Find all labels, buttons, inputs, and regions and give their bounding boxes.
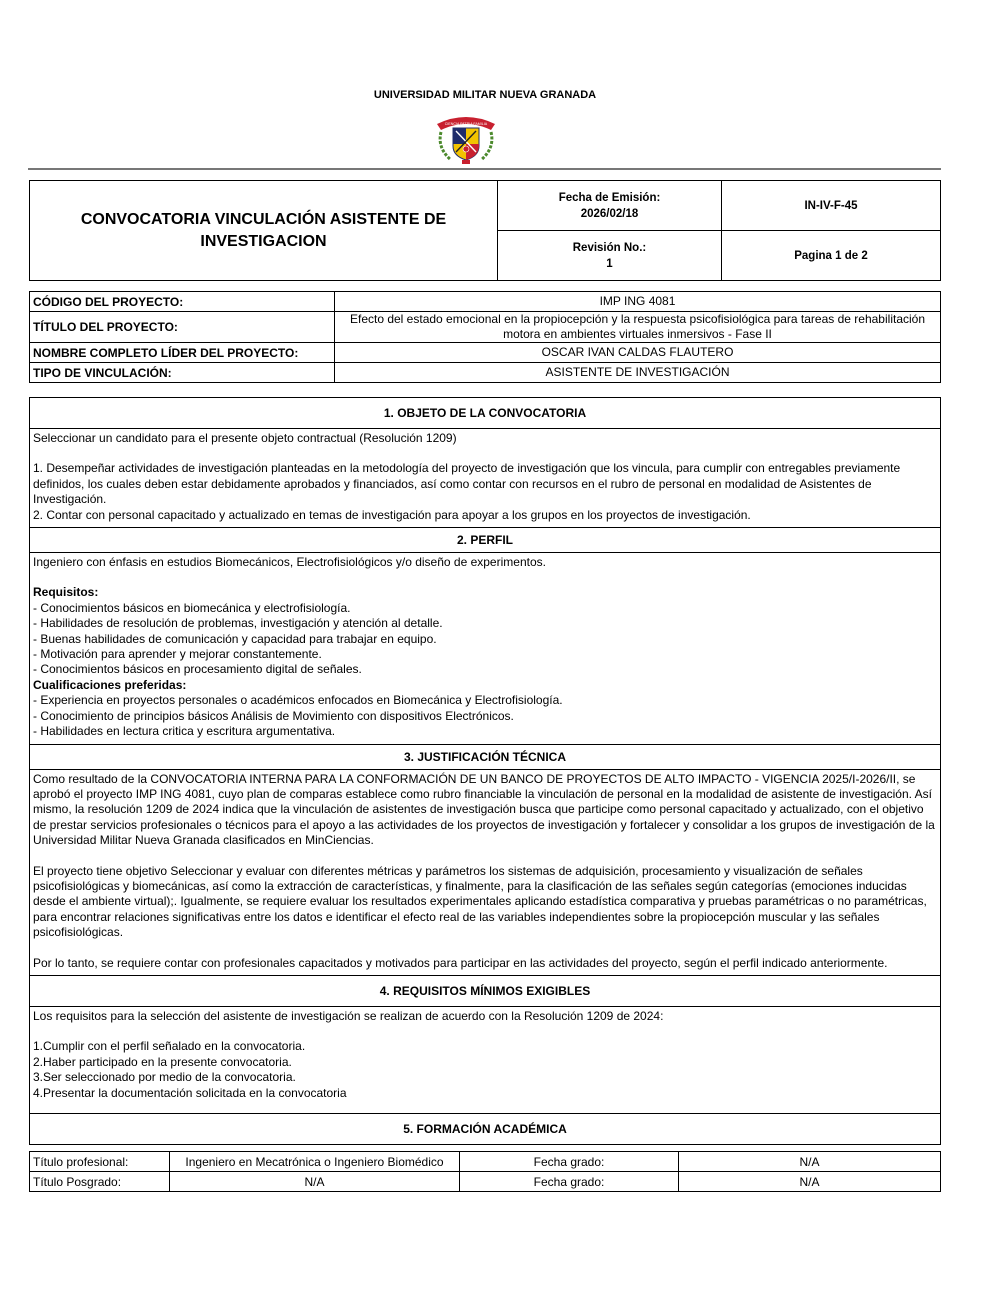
section-3-paragraph-1: Como resultado de la CONVOCATORIA INTERNA PARA LA CONFORMACIÓN DE UN BANCO DE PROYECTOS DE ALTO IMPACTO - VIGENCIA 2025/I-2026/II, se aprobó el proyecto IMP ING 4081, cuyo plan de comparas establece como rubro financiable la vinculación de personal en la modalidad de asistente de investigación. Así mismo, la resolución 1209 de 2024 indica que la vinculación de asistentes de investigación busca que participe como personal capacitado y actualizado, con el objetivo de prestar servicios profesionales o técnicos para el apoyo a las actividades de los proyectos de investigación y fortalecer y consolidar a los grupos de investigación de la Universidad Militar Nueva Granada clasificados en MinCiencias. [33, 771, 939, 848]
list-item: - Habilidades de resolución de problemas, investigación y atención al detalle. [33, 616, 443, 631]
section-3-body [30, 769, 941, 975]
preferred-heading: Cualificaciones preferidas: [33, 677, 187, 692]
professional-degree-value: Ingeniero en Mecatrónica o Ingeniero Biomédico [170, 1152, 460, 1172]
requirements-heading: Requisitos: [33, 585, 99, 600]
project-code-value: IMP ING 4081 [335, 292, 941, 312]
list-item: 1.Cumplir con el perfil señalado en la convocatoria. [33, 1039, 306, 1054]
list-item: 4.Presentar la documentación solicitada en la convocatoria [33, 1085, 347, 1100]
list-item: - Motivación para aprender y mejorar constantemente. [33, 647, 322, 662]
document-header [29, 180, 941, 281]
section-3-paragraph-2: El proyecto tiene objetivo Seleccionar y evaluar con diferentes métricas y parámetros los sistemas de adquisición, procesamiento y visualización de señales psicofisiológicas y biomecánicas, así como la extracción de características, y finalmente, para la clasificación de las señales según categorías (emociones inducidas desde el ambiente virtual);. Igualmente, se requiere evaluar los resultados experimentales aplicando estadística comparativa y pruebas paramétricas o no paramétricas, para encontrar relaciones significativas entre los datos e identificar el efecto real de las variables independientes sobre la propiocepción muscular y las señales psicofisiológicas. [33, 863, 931, 940]
section-2-body [30, 553, 941, 744]
section-3-paragraph-3: Por lo tanto, se requiere contar con profesionales capacitados y motivados para participar en las actividades del proyecto, según el perfil indicado anteriormente. [33, 955, 888, 970]
postgraduate-date-value: N/A [679, 1172, 941, 1192]
section-1-title: 1. OBJETO DE LA CONVOCATORIA [30, 398, 941, 429]
crest-icon [431, 112, 501, 166]
revision-label: Revisión No.: [572, 241, 647, 254]
project-leader-label: NOMBRE COMPLETO LÍDER DEL PROYECTO: [30, 343, 335, 363]
header-divider [28, 168, 941, 170]
academic-table [29, 1151, 941, 1192]
engagement-type-label: TIPO DE VINCULACIÓN: [30, 363, 335, 383]
postgraduate-date-label: Fecha grado: [460, 1172, 679, 1192]
document-code: IN-IV-F-45 [722, 181, 941, 231]
list-item: - Buenas habilidades de comunicación y capacidad para trabajar en equipo. [33, 631, 437, 646]
list-item: - Habilidades en lectura critica y escritura argumentativa. [33, 724, 336, 739]
table-row [30, 1172, 941, 1192]
section-2-intro: Ingeniero con énfasis en estudios Biomecánicos, Electrofisiológicos y/o diseño de experimentos. [33, 555, 546, 570]
table-row [30, 343, 941, 363]
section-1-intro: Seleccionar un candidato para el presente objeto contractual (Resolución 1209) [33, 431, 457, 445]
project-leader-value: OSCAR IVAN CALDAS FLAUTERO [335, 343, 941, 363]
section-1-body [30, 429, 941, 528]
university-name: UNIVERSIDAD MILITAR NUEVA GRANADA [373, 89, 597, 101]
section-5-title: 5. FORMACIÓN ACADÉMICA [30, 1113, 941, 1144]
table-row [30, 363, 941, 383]
professional-date-label: Fecha grado: [460, 1152, 679, 1172]
postgraduate-degree-value: N/A [170, 1172, 460, 1192]
project-title-label: TÍTULO DEL PROYECTO: [30, 312, 335, 343]
section-4-body [30, 1006, 941, 1113]
issue-date-value: 2026/02/18 [580, 207, 639, 220]
project-title-value: Efecto del estado emocional en la propiocepción y la respuesta psicofisiológica para tareas de rehabilitación motora en ambientes virtuales inmersivos - Fase II [335, 312, 941, 343]
project-info-table [29, 291, 941, 383]
table-row [30, 312, 941, 343]
section-3-title: 3. JUSTIFICACIÓN TÉCNICA [30, 744, 941, 769]
list-item: 2.Haber participado en la presente convocatoria. [33, 1054, 292, 1069]
crest-banner-text: CIENCIA PATRIA FAMILIA [444, 122, 488, 126]
section-2-title: 2. PERFIL [30, 528, 941, 553]
issue-date-cell [498, 181, 722, 231]
document-title: CONVOCATORIA VINCULACIÓN ASISTENTE DE INVESTIGACION [30, 181, 498, 281]
list-item: - Conocimiento de principios básicos Análisis de Movimiento con dispositivos Electrónicos. [33, 708, 514, 723]
sections-table [29, 397, 941, 1145]
engagement-type-value: ASISTENTE DE INVESTIGACIÓN [335, 363, 941, 383]
revision-value: 1 [606, 257, 613, 270]
list-item: - Experiencia en proyectos personales o académicos enfocados en Biomecánica y Electrofisiología. [33, 693, 563, 708]
section-4-intro: Los requisitos para la selección del asistente de investigación se realizan de acuerdo con la Resolución 1209 de 2024: [33, 1008, 664, 1023]
page-number: Pagina 1 de 2 [722, 231, 941, 281]
professional-degree-label: Título profesional: [30, 1152, 170, 1172]
issue-date-label: Fecha de Emisión: [558, 191, 661, 204]
table-row [30, 1152, 941, 1172]
professional-date-value: N/A [679, 1152, 941, 1172]
project-code-label: CÓDIGO DEL PROYECTO: [30, 292, 335, 312]
section-1-item-2: 2. Contar con personal capacitado y actualizado en temas de investigación para apoyar a los grupos en los proyectos de investigación. [33, 507, 751, 522]
table-row [30, 292, 941, 312]
section-1-item-1: 1. Desempeñar actividades de investigación planteadas en la metodología del proyecto de investigación que los vincula, para cumplir con entregables previamente definidos, los cuales deben estar debidamente aprobados y financiados, así como contar con recursos en el rubro de personal en modalidad de Asistentes de Investigación. [33, 461, 904, 507]
section-4-title: 4. REQUISITOS MÍNIMOS EXIGIBLES [30, 975, 941, 1006]
list-item: - Conocimientos básicos en biomecánica y electrofisiología. [33, 600, 351, 615]
postgraduate-degree-label: Título Posgrado: [30, 1172, 170, 1192]
list-item: 3.Ser seleccionado por medio de la convocatoria. [33, 1070, 296, 1085]
revision-cell [498, 231, 722, 281]
list-item: - Conocimientos básicos en procesamiento digital de señales. [33, 662, 362, 677]
